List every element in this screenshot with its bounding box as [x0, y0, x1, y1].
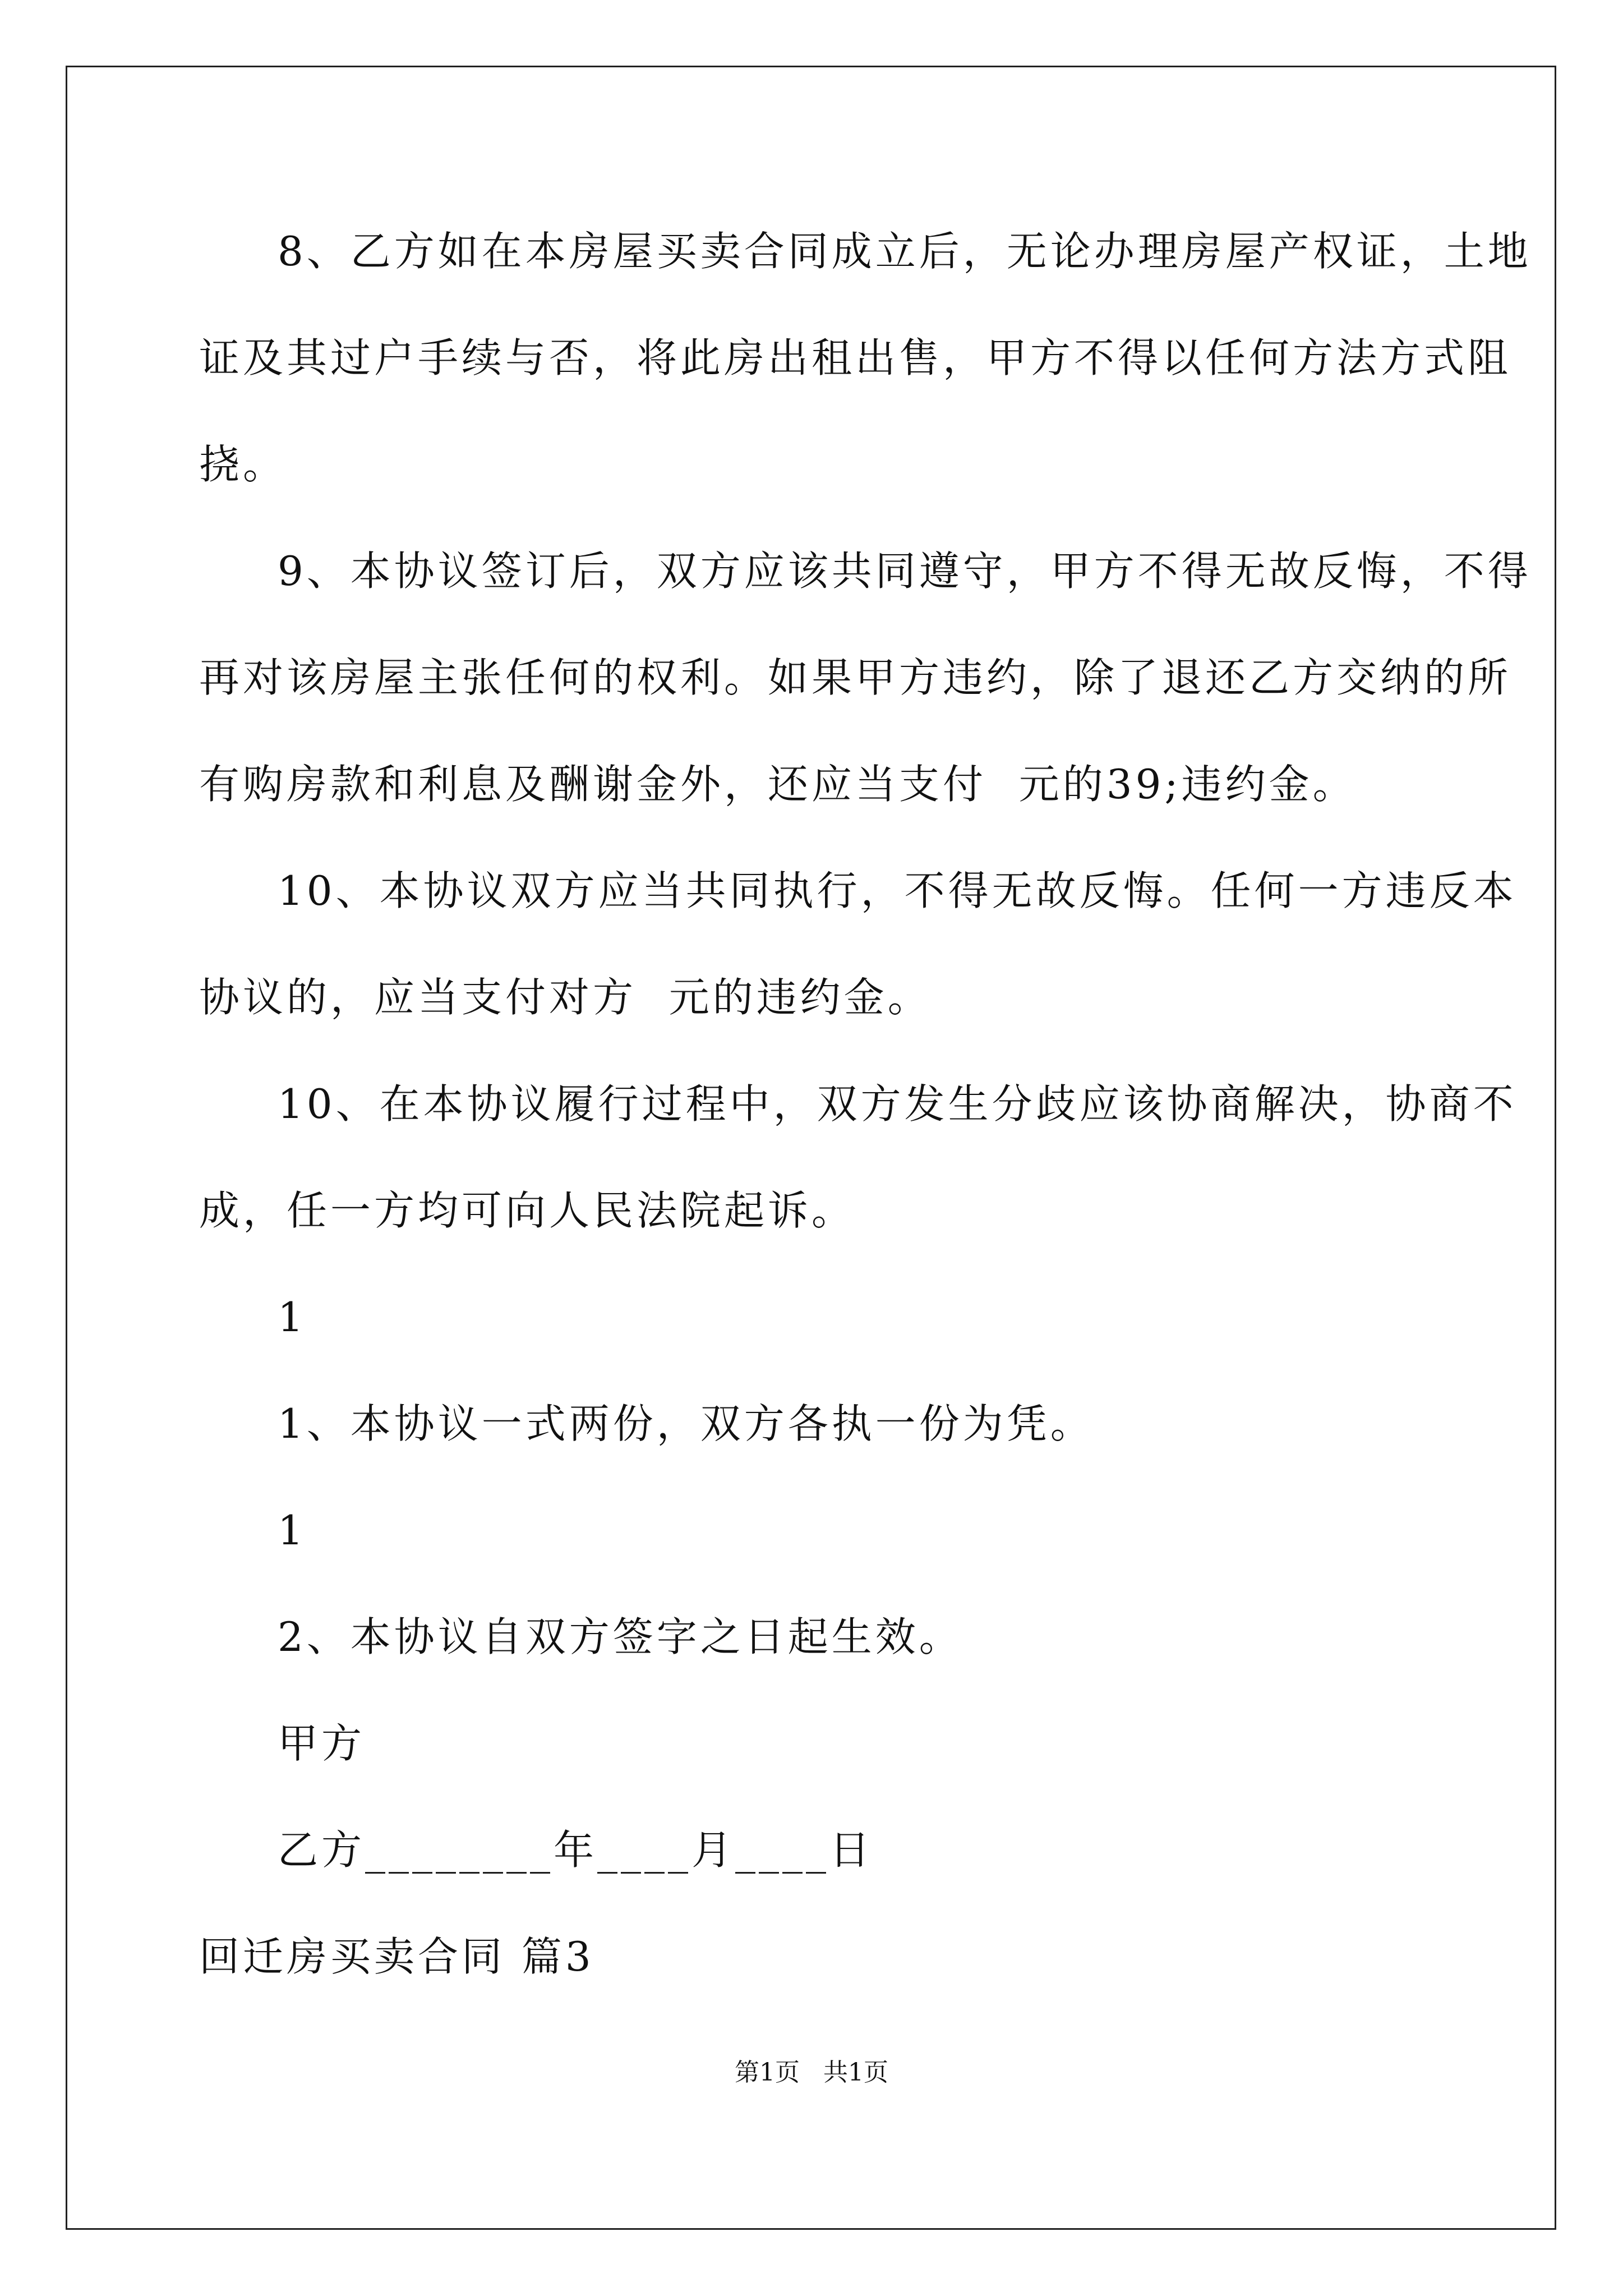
clause-9-line-2: 再对该房屋主张任何的权利。如果甲方违约，除了退还乙方交纳的所	[199, 654, 1512, 701]
numeral-line: 1	[278, 1294, 307, 1341]
party-a-signature: 甲方	[278, 1720, 366, 1767]
clause-8-line-1: 8、乙方如在本房屋买卖合同成立后，无论办理房屋产权证，土地	[278, 228, 1532, 275]
page-border	[66, 66, 1556, 2230]
clause-10a-line-1: 10、本协议双方应当共同执行，不得无故反悔。任何一方违反本	[278, 867, 1517, 914]
clause-8-line-2: 证及其过户手续与否，将此房出租出售，甲方不得以任何方法方式阻	[199, 334, 1512, 381]
page-footer: 第1页 共1页	[735, 2058, 888, 2087]
numeral-line: 1	[278, 1507, 307, 1554]
copies-clause: 1、本协议一式两份，双方各执一份为凭。	[278, 1400, 1094, 1447]
clause-10b-line-1: 10、在本协议履行过程中，双方发生分歧应该协商解决，协商不	[278, 1080, 1517, 1128]
clause-9-line-1: 9、本协议签订后，双方应该共同遵守，甲方不得无故反悔，不得	[278, 547, 1532, 595]
section-heading: 回迁房买卖合同 篇3	[199, 1933, 594, 1980]
clause-10b-line-2: 成，任一方均可向人民法院起诉。	[199, 1187, 856, 1234]
clause-10a-line-2: 协议的，应当支付对方 元的违约金。	[199, 974, 932, 1021]
clause-8-line-3: 挠。	[199, 441, 287, 488]
clause-9-line-3: 有购房款和利息及酬谢金外，还应当支付 元的39;违约金。	[199, 761, 1357, 808]
effective-clause: 2、本协议自双方签字之日起生效。	[278, 1613, 963, 1660]
party-b-signature-date: 乙方________年____月____日	[278, 1826, 874, 1874]
